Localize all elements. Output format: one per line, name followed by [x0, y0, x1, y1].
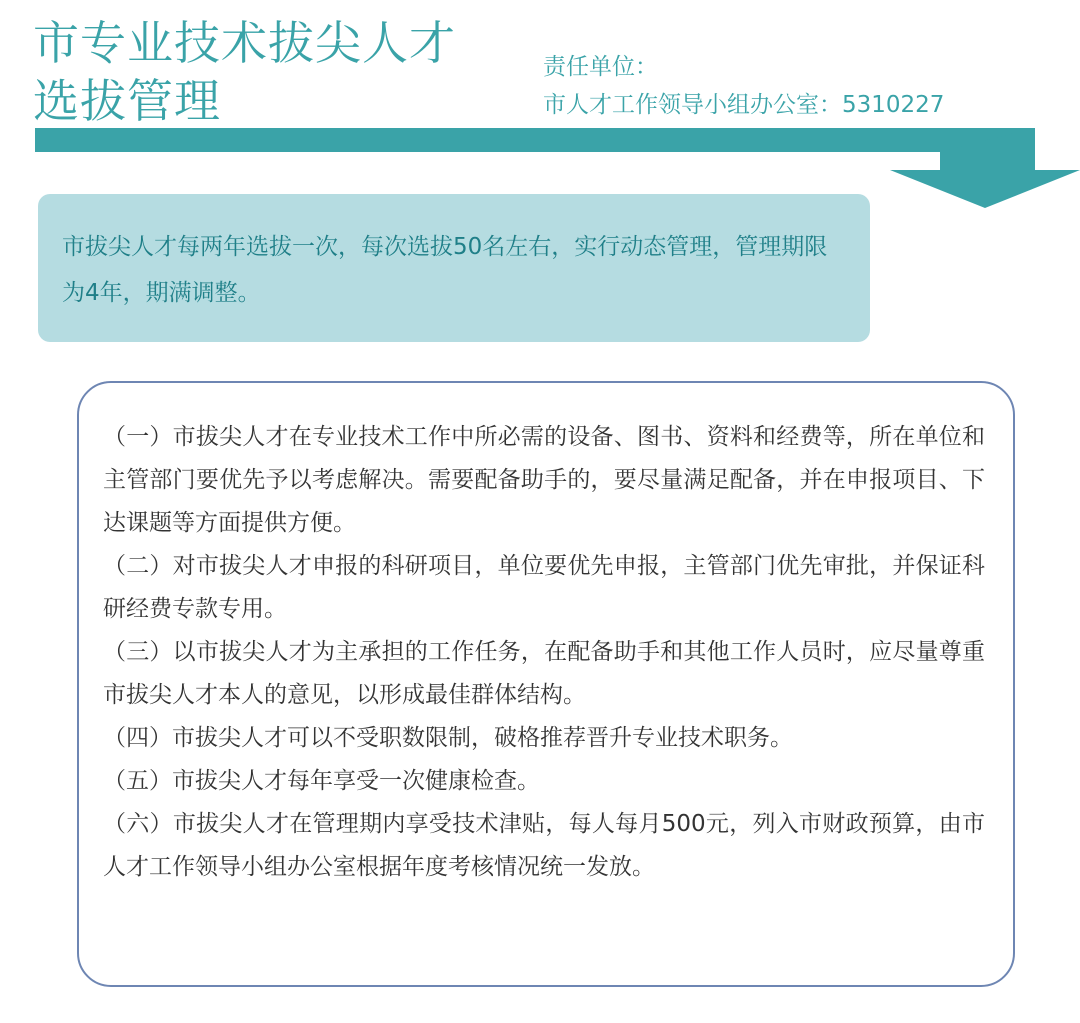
arrow-bar: [35, 128, 1035, 152]
title-line-2: 选拔管理: [33, 74, 221, 128]
policy-item-5: （五）市拔尖人才每年享受一次健康检查。: [103, 768, 540, 794]
arrow-head: [890, 170, 1080, 208]
policy-list: [77, 381, 1015, 987]
summary-text: 市拔尖人才每两年选拔一次，每次选拔50名左右，实行动态管理，管理期限为4年，期满调整。: [62, 234, 828, 306]
responsible-contact: 市人才工作领导小组办公室：5310227: [543, 92, 945, 118]
policy-item-1: （一）市拔尖人才在专业技术工作中所必需的设备、图书、资料和经费等，所在单位和主管部门要优先予以考虑解决。需要配备助手的，要尽量满足配备，并在申报项目、下达课题等方面提供方便。: [103, 424, 985, 536]
policy-item-6: （六）市拔尖人才在管理期内享受技术津贴，每人每月500元，列入市财政预算，由市人才工作领导小组办公室根据年度考核情况统一发放。: [103, 811, 985, 880]
summary-box: [38, 194, 870, 342]
responsible-label: 责任单位：: [543, 54, 658, 80]
policy-item-3: （三）以市拔尖人才为主承担的工作任务，在配备助手和其他工作人员时，应尽量尊重市拔尖人才本人的意见，以形成最佳群体结构。: [103, 639, 985, 708]
title-line-1: 市专业技术拔尖人才: [33, 16, 456, 70]
policy-item-2: （二）对市拔尖人才申报的科研项目，单位要优先申报，主管部门优先审批，并保证科研经费专款专用。: [103, 553, 985, 622]
policy-item-4: （四）市拔尖人才可以不受职数限制，破格推荐晋升专业技术职务。: [103, 725, 793, 751]
arrow-banner: [0, 0, 1080, 215]
